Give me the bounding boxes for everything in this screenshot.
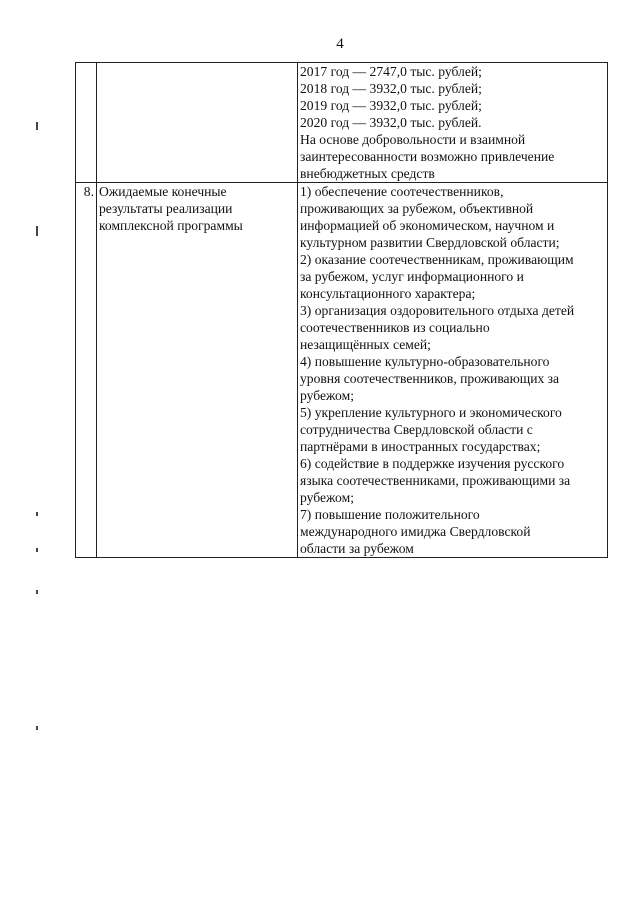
body-line: за рубежом, услуг информационного и [300, 269, 524, 284]
scan-artifact-mark [36, 726, 38, 730]
table-row [76, 63, 608, 183]
body-line: 1) обеспечение соотечественников, [300, 184, 504, 199]
row-body-cell [298, 183, 608, 558]
body-line: 5) укрепление культурного и экономического [300, 405, 562, 420]
body-line: 6) содействие в поддержке изучения русского [300, 456, 565, 471]
body-line: 3) организация оздоровительного отдыха детей [300, 303, 575, 318]
body-line: На основе добровольности и взаимной [300, 132, 526, 147]
body-line: области за рубежом [300, 541, 414, 556]
scan-artifact-mark [36, 590, 38, 594]
row-number-cell: 8. [76, 183, 97, 558]
table-body [76, 63, 608, 558]
scan-artifact-mark [36, 226, 38, 236]
body-line: рубежом; [300, 490, 354, 505]
page-number: 4 [336, 36, 344, 52]
title-line: комплексной программы [99, 218, 243, 233]
body-line: информацией об экономическом, научном и [300, 218, 555, 233]
scan-artifact-mark [36, 512, 38, 516]
body-line: 2019 год — 3932,0 тыс. рублей; [300, 98, 482, 113]
row-title-cell [97, 183, 298, 558]
body-line: внебюджетных средств [300, 166, 435, 181]
body-line: уровня соотечественников, проживающих за [300, 371, 560, 386]
scan-artifact-mark [36, 548, 38, 552]
scan-artifact-mark [36, 122, 38, 130]
body-line: 2) оказание соотечественникам, проживающим [300, 252, 574, 267]
body-line: международного имиджа Свердловской [300, 524, 531, 539]
body-line: 2017 год — 2747,0 тыс. рублей; [300, 64, 482, 79]
title-line: Ожидаемые конечные [99, 184, 227, 199]
body-line: консультационного характера; [300, 286, 476, 301]
body-line: 2018 год — 3932,0 тыс. рублей; [300, 81, 482, 96]
body-line: 4) повышение культурно-образовательного [300, 354, 550, 369]
table-row [76, 183, 608, 558]
program-table [75, 62, 608, 558]
body-line: языка соотечественниками, проживающими за [300, 473, 571, 488]
title-line: результаты реализации [99, 201, 233, 216]
body-line: незащищённых семей; [300, 337, 431, 352]
body-line: соотечественников из социально [300, 320, 490, 335]
body-line: рубежом; [300, 388, 354, 403]
body-line: проживающих за рубежом, объективной [300, 201, 534, 216]
body-line: партнёрами в иностранных государствах; [300, 439, 541, 454]
body-line: 7) повышение положительного [300, 507, 480, 522]
row-body-cell [298, 63, 608, 183]
body-line: сотрудничества Свердловской области с [300, 422, 533, 437]
row-number-cell [76, 63, 97, 183]
body-line: культурном развитии Свердловской области; [300, 235, 560, 250]
row-title-cell [97, 63, 298, 183]
body-line: 2020 год — 3932,0 тыс. рублей. [300, 115, 482, 130]
body-line: заинтересованности возможно привлечение [300, 149, 555, 164]
